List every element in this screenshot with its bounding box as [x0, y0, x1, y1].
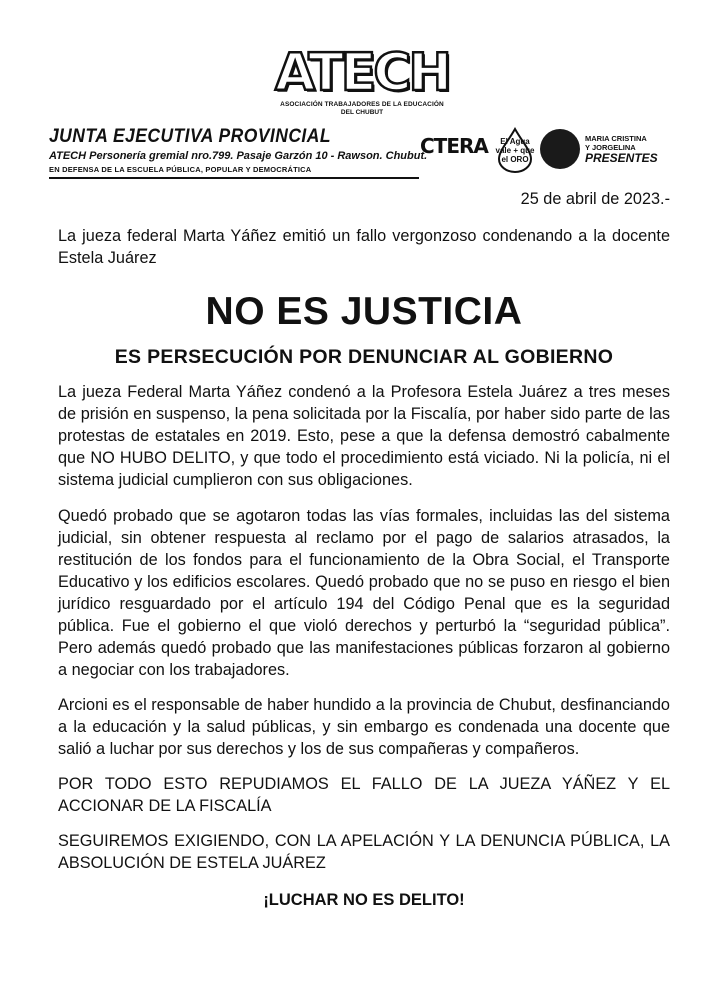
atech-logo [267, 43, 457, 117]
atech-logo-subtitle: ASOCIACIÓN TRABAJADORES DE LA EDUCACIÓN [280, 101, 444, 108]
header-divider [49, 177, 419, 179]
ctera-logo: CTERA [420, 134, 488, 158]
letterhead [0, 0, 715, 185]
agua-logo [495, 127, 535, 173]
closing-slogan: ¡LUCHAR NO ES DELITO! [263, 891, 465, 909]
maria-line-2: Y JORGELINA [585, 143, 636, 152]
body-paragraph-1: La jueza Federal Marta Yáñez condenó a la Profesora Estela Juárez a tres meses de prisión en suspenso, la pena solicitada por la Fiscalía, por haber sido parte de las protestas de estatales en 2019. Esto, pese a que la defensa demostró cabalmente que NO HUBO DELITO, y que todo el procedimiento está viciado. Ni la policía, ni el sistema judicial cumplieron con sus obligaciones. [58, 383, 670, 489]
body-paragraph-4: POR TODO ESTO REPUDIAMOS EL FALLO DE LA JUEZA YÁÑEZ Y EL ACCIONAR DE LA FISCALÍA [58, 775, 670, 815]
personeria-line: ATECH Personería gremial nro.799. Pasaje Garzón 10 - Rawson. Chubut. [49, 150, 428, 162]
document-body [58, 188, 670, 911]
intro-paragraph: La jueza federal Marta Yáñez emitió un fallo vergonzoso condenando a la docente Estela Juárez [58, 227, 670, 267]
body-paragraph-5: SEGUIREMOS EXIGIENDO, CON LA APELACIÓN Y LA DENUNCIA PÚBLICA, LA ABSOLUCIÓN DE ESTELA JUÁREZ [58, 832, 670, 872]
document-date: 25 de abril de 2023.- [520, 190, 670, 208]
junta-heading: JUNTA EJECUTIVA PROVINCIAL [49, 126, 331, 147]
maria-cristina-logo [585, 134, 658, 165]
document-subtitle: ES PERSECUCIÓN POR DENUNCIAR AL GOBIERNO [114, 346, 614, 368]
atech-logo-text: ATECH [275, 43, 449, 103]
body-paragraph-3: Arcioni es el responsable de haber hundido a la provincia de Chubut, desfinanciando a la educación y la salud públicas, y sin embargo es condenada una docente que salió a luchar por sus derechos y los de sus compañeras y compañeros. [58, 696, 670, 758]
motto-line: EN DEFENSA DE LA ESCUELA PÚBLICA, POPULAR Y DEMOCRÁTICA [49, 165, 312, 174]
body-paragraph-2: Quedó probado que se agotaron todas las vías formales, incluidas las del sistema judicial, sin obtener respuesta al reclamo por el pago de salarios atrasados, la restitución de los fondos para el funcionamiento de la Obra Social, el Transporte Educativo y los edificios escolares. Quedó probado que no se puso en riesgo el bien jurídico resguardado por el artículo 194 del Código Penal que es la seguridad pública. Fue el gobierno el que violó derechos y perturbó la “seguridad pública”. Pero además quedó probado que las manifestaciones públicas forzaron al gobierno a negociar con los trabajadores. [58, 507, 670, 679]
portrait-image [540, 129, 580, 169]
document-title: NO ES JUSTICIA [205, 290, 523, 333]
presentes-label: PRESENTES [585, 151, 658, 165]
atech-logo-subtitle-2: DEL CHUBUT [340, 109, 384, 116]
agua-logo-text: El Agua vale + que el ORO [495, 137, 535, 164]
maria-line-1: MARIA CRISTINA [585, 134, 647, 143]
